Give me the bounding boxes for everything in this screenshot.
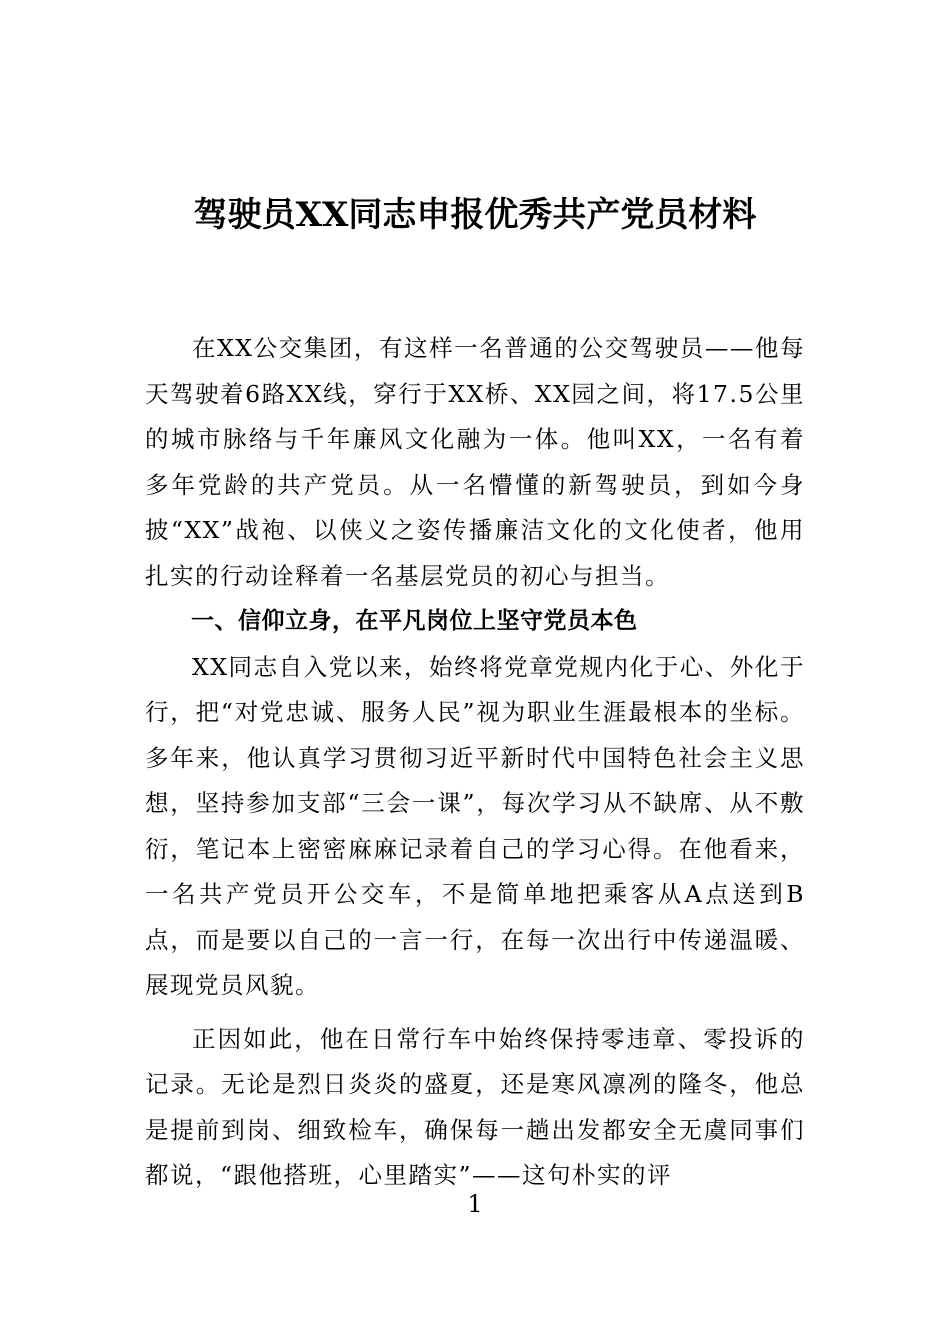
paragraph-faith: XX同志自入党以来，始终将党章党规内化于心、外化于行，把“对党忠诚、服务人民”视为职业生涯最根本的坐标。多年来，他认真学习贯彻习近平新时代中国特色社会主义思想，坚持参加支部“三会一课”，每次学习从不缺席、从不敷衍，笔记本上密密麻麻记录着自己的学习心得。在他看来，一名共产党员开公交车，不是简单地把乘客从A点送到B点，而是要以自己的一言一行，在每一次出行中传递温暖、展现党员风貌。 [145, 652, 805, 999]
paragraph-intro: 在XX公交集团，有这样一名普通的公交驾驶员——他每天驾驶着6路XX线，穿行于XX桥、XX园之间，将17.5公里的城市脉络与千年廉风文化融为一体。他叫XX，一名有着多年党龄的共产党员。从一名懵懂的新驾驶员，到如今身披“XX”战袍、以侠义之姿传播廉洁文化的文化使者，他用扎实的行动诠释着一名基层党员的初心与担当。 [145, 334, 805, 590]
paragraph-driving-record: 正因如此，他在日常行车中始终保持零违章、零投诉的记录。无论是烈日炎炎的盛夏，还是寒风凛冽的隆冬，他总是提前到岗、细致检车，确保每一趟出发都安全无虞同事们都说，“跟他搭班，心里踏实”——这句朴实的评 [145, 1024, 805, 1189]
section-heading-1: 一、信仰立身，在平凡岗位上坚守党员本色 [191, 608, 638, 634]
document-body [145, 326, 805, 1199]
document-title: 驾驶员XX同志申报优秀共产党员材料 [193, 195, 757, 235]
page-number: 1 [467, 1190, 483, 1218]
